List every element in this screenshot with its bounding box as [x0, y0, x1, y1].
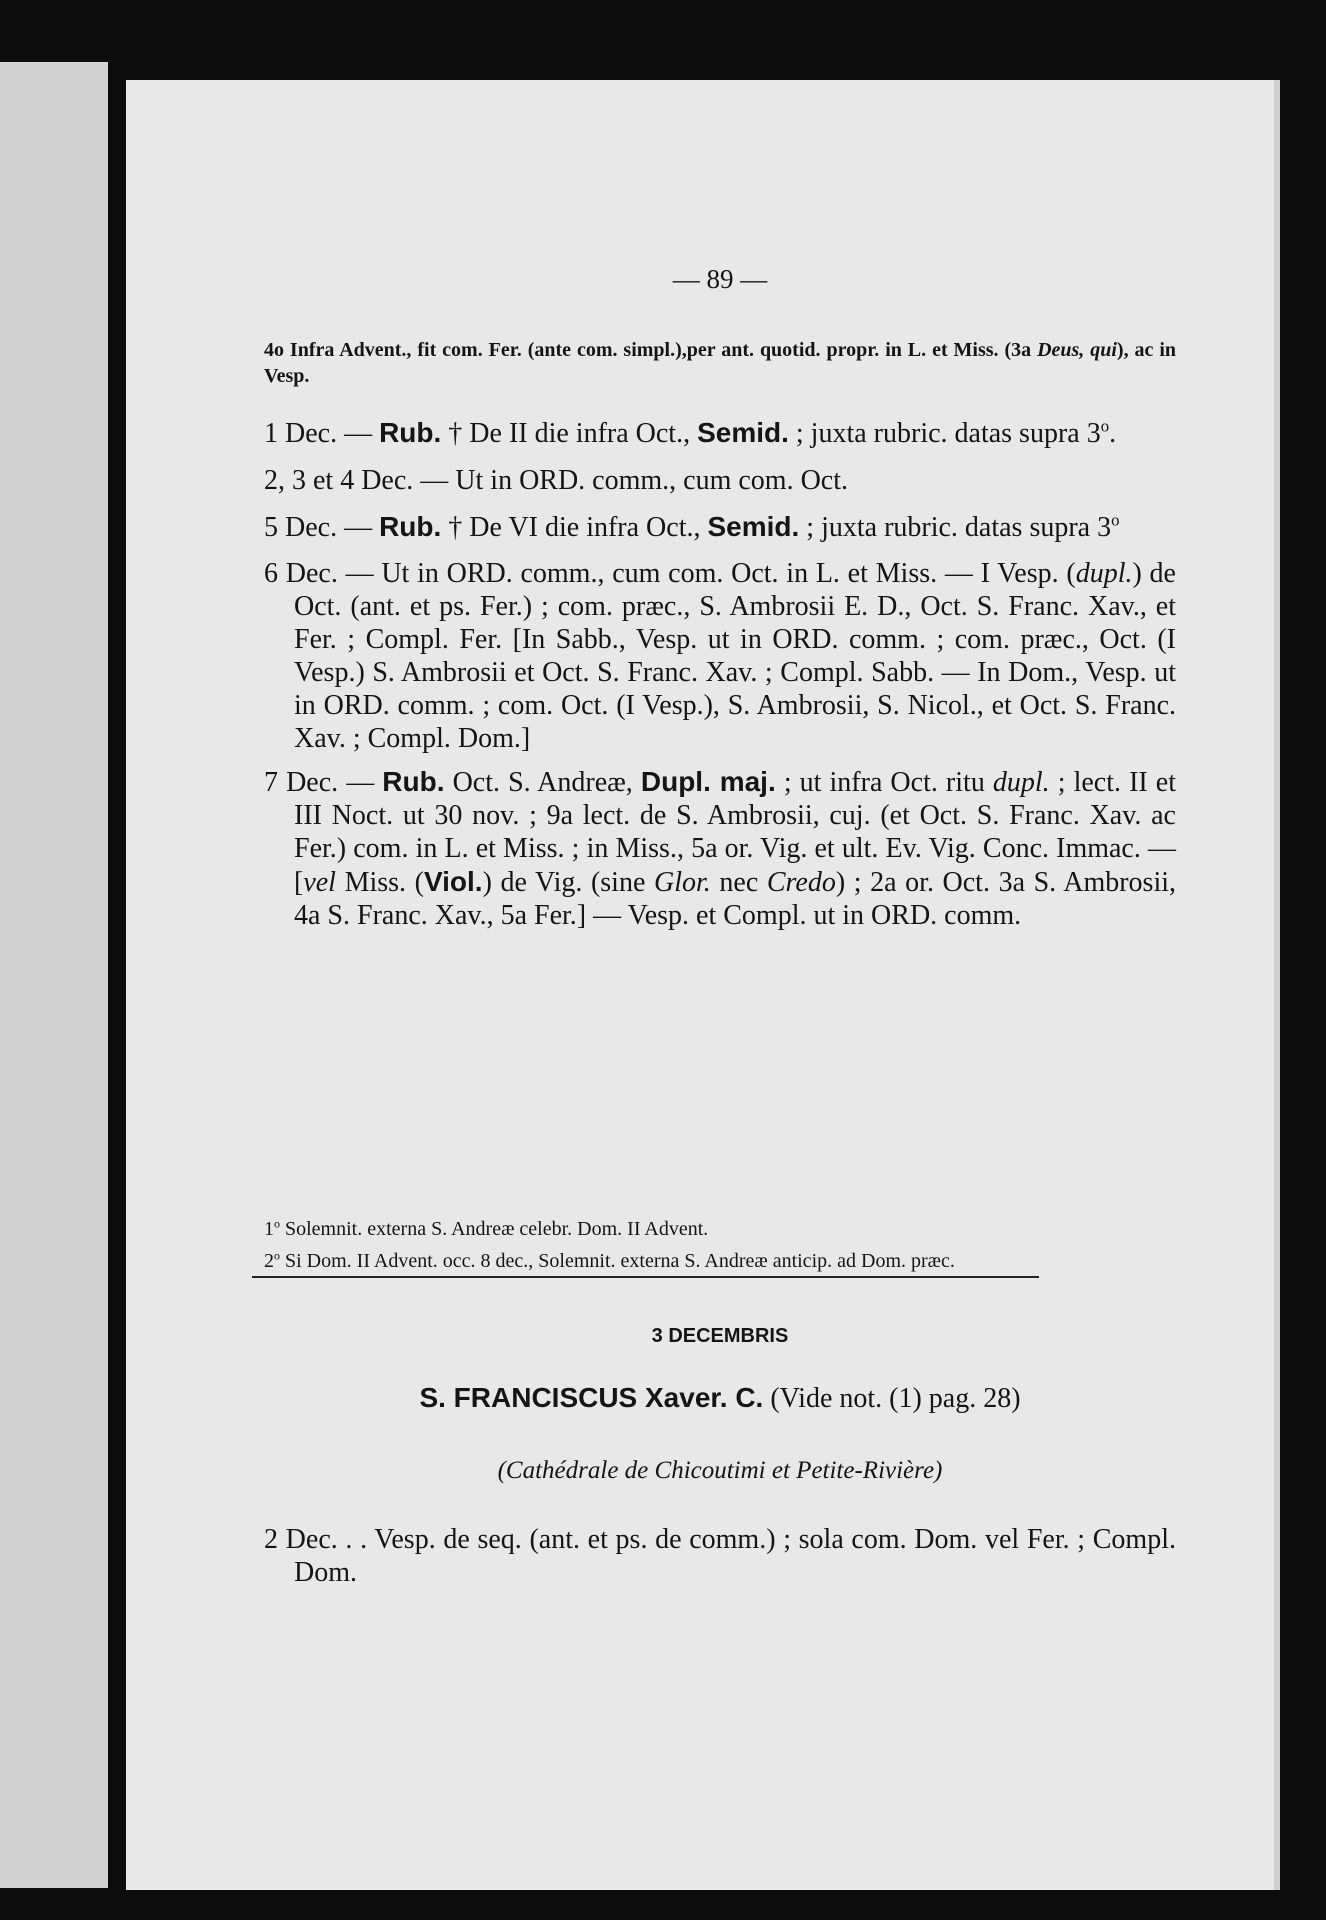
entry-text: . — [1109, 418, 1117, 449]
rank-label: Dupl. maj. — [640, 766, 776, 797]
footnote-1 — [264, 1216, 1176, 1242]
entry-text: ; ut infra Oct. ritu — [775, 767, 993, 798]
entry-text: Oct. S. Andreæ, — [444, 767, 641, 798]
entry-date: 7 Dec. — — [264, 767, 383, 798]
saint-title — [264, 1382, 1176, 1415]
ordo-entries — [264, 416, 1176, 932]
superscript: o — [1111, 510, 1120, 530]
note-text-end: ), ac in Vesp. — [264, 339, 1177, 387]
entry-2-dec: 2 Dec. . . Vesp. de seq. (ant. et ps. de comm.) ; sola com. Dom. vel Fer. ; Compl. Dom. — [264, 1524, 1176, 1588]
italic-term: Glor. — [654, 867, 711, 898]
advent-note — [264, 337, 1176, 389]
entry-7-dec — [264, 765, 1176, 932]
entry-text: ) de Oct. (ant. et ps. Fer.) ; com. præc., S. Ambrosii E. D., Oct. S. Franc. Xav., et Fer. ; Compl. Fer. [In Sabb., Vesp. ut in ORD. comm. ; com. præc., Oct. (I Vesp.) S. Ambrosii et Oct. S. Franc. Xav. ; Compl. Sabb. — In Dom., Vesp. ut in ORD. comm. ; com. Oct. (I Vesp.), S. Ambrosii, S. Nicol., et Oct. S. Franc. Xav. ; Compl. Dom.] — [294, 558, 1176, 754]
entry-text: † De VI die infra Oct., — [441, 512, 708, 543]
section-divider — [252, 1276, 1039, 1278]
note-text: 4o Infra Advent., fit com. Fer. (ante com. simpl.),per ant. quotid. propr. in L. et Miss. (3a — [264, 339, 1038, 361]
rubric-label: Rub. — [379, 417, 442, 448]
rubric-label: Rub. — [382, 766, 445, 797]
section-heading: 3 DECEMBRIS — [651, 1325, 789, 1347]
italic-term: vel — [303, 867, 336, 898]
entry-text: ) de Vig. (sine — [482, 867, 654, 898]
document-page — [126, 80, 1276, 1890]
entry-5-dec — [264, 510, 1176, 544]
rank-label: Semid. — [697, 417, 789, 448]
place-note: (Cathédrale de Chicoutimi et Petite-Rivière) — [497, 1457, 943, 1484]
entry-2-4-dec: 2, 3 et 4 Dec. — Ut in ORD. comm., cum com. Oct. — [264, 465, 849, 496]
footnote-text: Si Dom. II Advent. occ. 8 dec., Solemnit. externa S. Andreæ anticip. ad Dom. præc. — [280, 1250, 955, 1272]
footnote-number: 2 — [264, 1250, 274, 1272]
rank-label: Semid. — [707, 511, 800, 542]
saint-reference: (Vide not. (1) pag. 28) — [763, 1383, 1021, 1414]
footnote-text: Solemnit. externa S. Andreæ celebr. Dom. II Advent. — [280, 1218, 709, 1240]
italic-term: dupl. — [992, 767, 1050, 798]
italic-term: dupl. — [1075, 558, 1133, 589]
entry-text: Miss. ( — [335, 867, 424, 898]
entry-date: 5 Dec. — — [264, 512, 380, 543]
footnote-2 — [264, 1248, 1176, 1274]
rubric-label: Rub. — [379, 511, 442, 542]
entry-text: ; juxta rubric. datas supra 3 — [788, 418, 1101, 449]
section-entry-block — [264, 1523, 1176, 1589]
entry-text: ) ; 2a or. Oct. 3a S. Ambrosii, 4a S. Franc. Xav., 5a Fer.] — Vesp. et Compl. ut in ORD. comm. — [294, 867, 1177, 931]
footnotes — [264, 1216, 1176, 1274]
entry-text: 6 Dec. — Ut in ORD. comm., cum com. Oct. in L. et Miss. — I Vesp. ( — [264, 558, 1076, 589]
entry-text: nec — [710, 867, 767, 898]
entry-text: † De II die infra Oct., — [441, 418, 698, 449]
italic-term: Credo — [766, 867, 836, 898]
superscript: o — [1100, 416, 1110, 436]
color-label: Viol. — [423, 866, 483, 897]
entry-6-dec — [264, 557, 1176, 755]
superscript: o — [274, 1216, 280, 1231]
saint-name: S. FRANCISCUS Xaver. C. — [419, 1382, 764, 1413]
footnote-number: 1 — [264, 1218, 274, 1240]
note-italic: Deus, qui — [1037, 339, 1117, 361]
entry-1-dec — [264, 416, 1176, 450]
page-edge — [1274, 80, 1280, 1890]
page-number: — 89 — — [672, 264, 768, 294]
adjacent-page-strip — [0, 62, 108, 1888]
entry-text: ; juxta rubric. datas supra 3 — [799, 512, 1112, 543]
superscript: o — [274, 1248, 280, 1263]
entry-date: 1 Dec. — — [264, 418, 380, 449]
entry-text: ; lect. II et III Noct. ut 30 nov. ; 9a lect. de S. Ambrosii, cuj. (et Oct. S. Franc. Xav. ac Fer.) com. in L. et Miss. ; in Miss., 5a or. Vig. et ult. Ev. Vig. Conc. Immac. — [ — [294, 767, 1176, 898]
